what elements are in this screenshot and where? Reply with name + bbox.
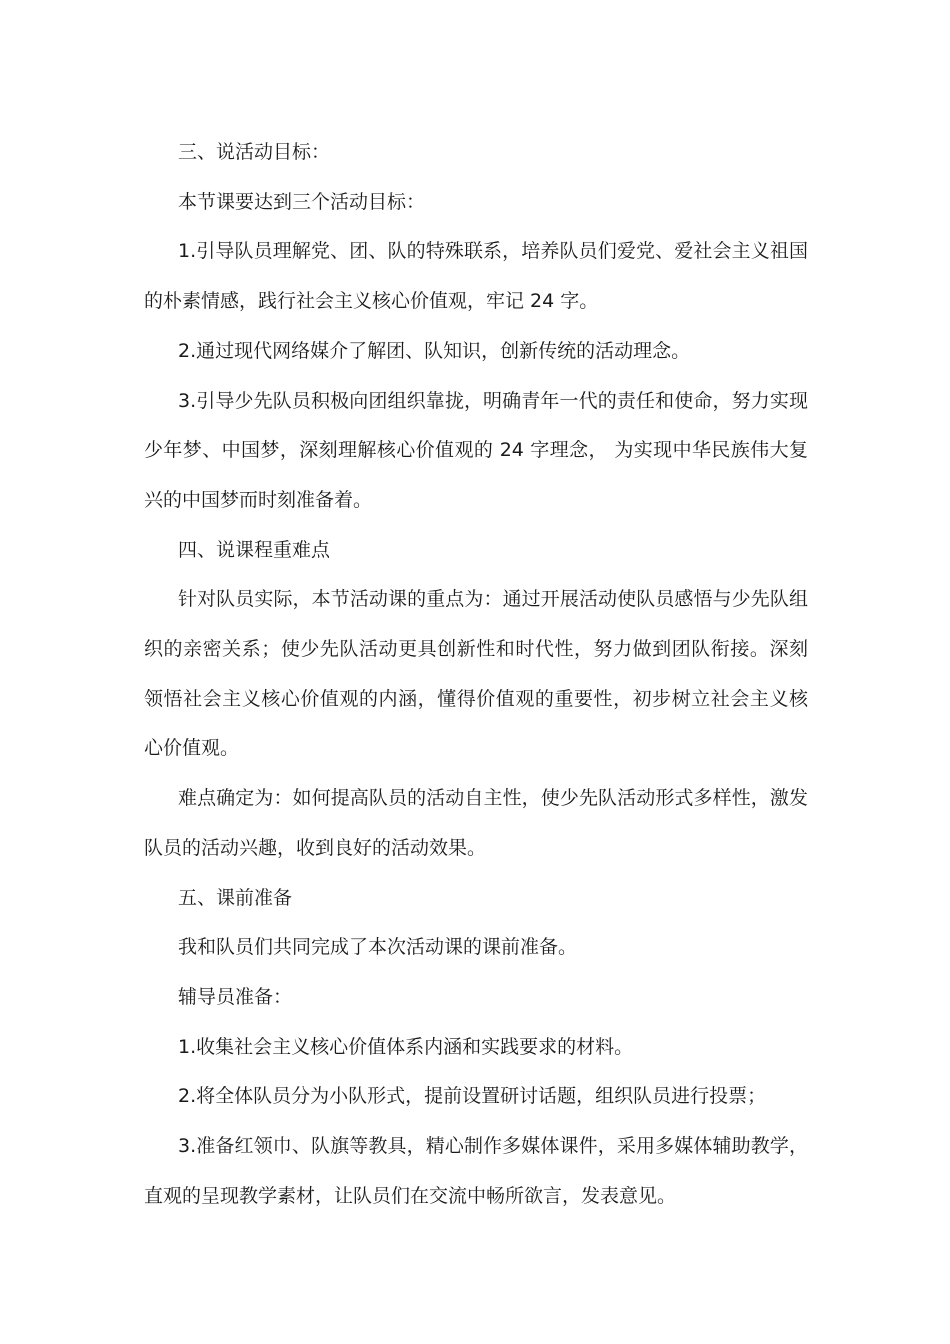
paragraph-goal-1: 1.引导队员理解党、团、队的特殊联系，培养队员们爱党、爱社会主义祖国的朴素情感，践行社会主义核心价值观，牢记 24 字。 xyxy=(144,240,808,313)
paragraph-goal-3: 3.引导少先队员积极向团组织靠拢，明确青年一代的责任和使命，努力实现少年梦、中国梦，深刻理解核心价值观的 24 字理念， 为实现中华民族伟大复兴的中国梦而时刻准备着。 xyxy=(144,389,808,511)
document-body xyxy=(144,128,808,1221)
section-heading-preparation: 五、课前准备 xyxy=(178,886,293,909)
paragraph-prep-3: 3.准备红领巾、队旗等教具，精心制作多媒体课件，采用多媒体辅助教学，直观的呈现教学素材，让队员们在交流中畅所欲言，发表意见。 xyxy=(144,1135,808,1207)
paragraph-difficulties: 难点确定为：如何提高队员的活动自主性，使少先队活动形式多样性，激发队员的活动兴趣，收到良好的活动效果。 xyxy=(144,787,808,859)
paragraph-prep-2: 2.将全体队员分为小队形式，提前设置研讨话题，组织队员进行投票； xyxy=(178,1085,767,1108)
paragraph-key-points: 针对队员实际，本节活动课的重点为：通过开展活动使队员感悟与少先队组织的亲密关系；使少先队活动更具创新性和时代性，努力做到团队衔接。深刻领悟社会主义核心价值观的内涵，懂得价值观的重要性，初步树立社会主义核心价值观。 xyxy=(144,588,808,760)
paragraph-goals-intro: 本节课要达到三个活动目标： xyxy=(178,190,426,213)
paragraph-goal-2: 2.通过现代网络媒介了解团、队知识，创新传统的活动理念。 xyxy=(178,339,691,362)
paragraph-counselor-prep: 辅导员准备： xyxy=(178,985,293,1008)
section-heading-activity-goals: 三、说活动目标： xyxy=(178,141,331,163)
paragraph-prep-1: 1.收集社会主义核心价值体系内涵和实践要求的材料。 xyxy=(178,1035,634,1058)
paragraph-preparation-intro: 我和队员们共同完成了本次活动课的课前准备。 xyxy=(178,936,578,959)
section-heading-key-points: 四、说课程重难点 xyxy=(178,538,331,561)
